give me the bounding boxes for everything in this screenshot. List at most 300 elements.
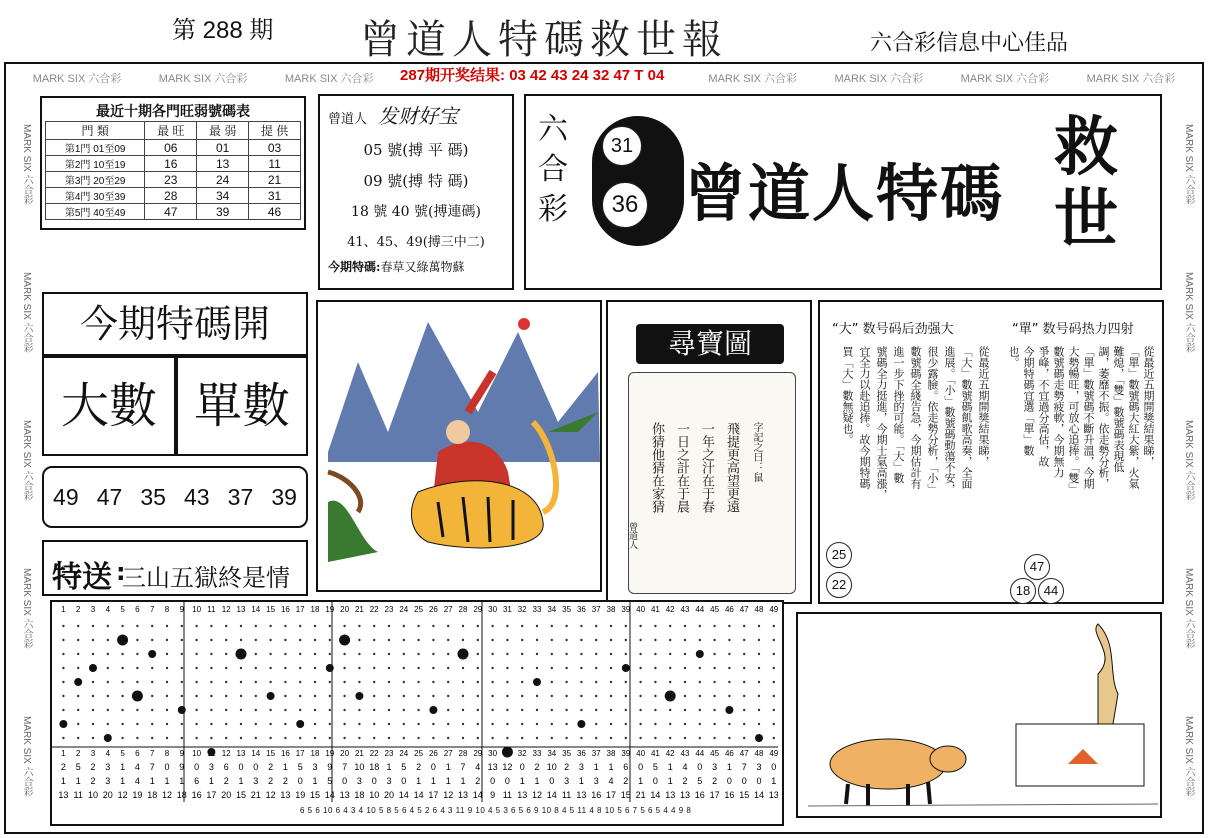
chart-dot	[417, 709, 419, 711]
chart-dot	[654, 695, 656, 697]
chart-bottom-value: 16	[694, 790, 705, 800]
chart-dot	[773, 737, 775, 739]
chart-bottom-value: 20	[102, 790, 113, 800]
chart-dot	[536, 737, 538, 739]
chart-dot	[373, 667, 375, 669]
chart-column-number: 30	[488, 749, 498, 758]
chart-dot	[447, 723, 449, 725]
chart-dot	[580, 653, 582, 655]
chart-dot	[654, 723, 656, 725]
chart-column-number: 16	[280, 749, 290, 758]
chart-dot	[699, 625, 701, 627]
chart-dot	[151, 695, 153, 697]
hot-weak-table-panel	[40, 96, 306, 230]
chart-dot	[284, 653, 286, 655]
chart-column-number: 6	[135, 749, 140, 758]
chart-bottom-value: 0	[756, 776, 762, 786]
chart-dot	[136, 723, 138, 725]
chart-dot	[639, 681, 641, 683]
masthead-title: 曾道人特碼救世報	[360, 17, 728, 63]
chart-bottom-value: 1	[608, 762, 614, 772]
chart-dot	[491, 625, 493, 627]
chart-dot	[773, 695, 775, 697]
chart-bottom-value: 2	[475, 776, 481, 786]
chart-dot	[121, 653, 123, 655]
chart-dot	[432, 639, 434, 641]
chart-dot	[210, 709, 212, 711]
chart-dot	[403, 709, 405, 711]
chart-dot	[329, 709, 331, 711]
chart-dot	[432, 723, 434, 725]
chart-dot	[358, 639, 360, 641]
chart-dot	[580, 639, 582, 641]
chart-dot	[373, 625, 375, 627]
chart-mark	[148, 650, 156, 658]
chart-dot	[195, 709, 197, 711]
chart-dot	[669, 723, 671, 725]
chart-dot	[743, 709, 745, 711]
chart-bottom-value: 20	[221, 790, 232, 800]
publisher-label: 六合彩信息中心佳品	[870, 31, 1069, 56]
chart-dot	[299, 737, 301, 739]
chart-dot	[580, 625, 582, 627]
chart-bottom-value: 14	[472, 790, 483, 800]
chart-column-number: 36	[576, 749, 586, 758]
special-panel: 特送 : 三山五獄終是情	[42, 540, 308, 596]
hot-weak-table	[45, 121, 301, 220]
chart-bottom-value: 1	[430, 776, 436, 786]
chart-bottom-value: 3	[756, 762, 762, 772]
chart-dot	[551, 737, 553, 739]
chart-dot	[580, 681, 582, 683]
chart-dot	[506, 625, 508, 627]
chart-dot	[62, 625, 64, 627]
chart-column-number: 20	[340, 605, 350, 614]
chart-dot	[610, 639, 612, 641]
chart-dot	[773, 667, 775, 669]
chart-column-number: 14	[251, 605, 261, 614]
chart-dot	[713, 709, 715, 711]
chart-dot	[388, 625, 390, 627]
chart-column-number: 18	[310, 749, 320, 758]
chart-dot	[728, 723, 730, 725]
chart-column-number: 43	[680, 749, 690, 758]
chart-column-number: 22	[369, 605, 379, 614]
chart-bottom-value: 18	[147, 790, 158, 800]
chart-dot	[684, 709, 686, 711]
chart-bottom-value: 13	[517, 790, 528, 800]
chart-bottom-value: 1	[312, 776, 318, 786]
chart-bottom-value: 1	[445, 762, 451, 772]
chart-dot	[728, 681, 730, 683]
logo-ball: 36	[602, 182, 648, 228]
tips-person: 曾道人	[328, 112, 368, 127]
chart-mark	[178, 706, 186, 714]
chart-dot	[388, 653, 390, 655]
chart-dot	[284, 695, 286, 697]
chart-dot	[225, 653, 227, 655]
special-text: 三山五獄終是情	[122, 564, 290, 592]
chart-dot	[77, 653, 79, 655]
chart-dot	[62, 653, 64, 655]
chart-dot	[121, 625, 123, 627]
analysis-panel	[818, 300, 1164, 604]
chart-column-number: 17	[295, 605, 305, 614]
chart-mark	[458, 649, 469, 660]
chart-dot	[625, 639, 627, 641]
chart-dot	[358, 723, 360, 725]
logo-title: 曾道人特碼	[684, 157, 1005, 230]
chart-bottom-value: 13	[665, 790, 676, 800]
chart-bottom-value: 1	[593, 762, 599, 772]
chart-dot	[403, 667, 405, 669]
chart-dot	[551, 639, 553, 641]
chart-dot	[728, 737, 730, 739]
chart-column-number: 13	[236, 605, 246, 614]
chart-dot	[284, 723, 286, 725]
chart-dot	[195, 681, 197, 683]
tip-line: 09 號(搏 特 碼)	[363, 172, 469, 190]
chart-dot	[195, 737, 197, 739]
chart-dot	[625, 681, 627, 683]
chart-dot	[743, 625, 745, 627]
chart-dot	[773, 625, 775, 627]
chart-dot	[181, 625, 183, 627]
chart-column-number: 15	[266, 749, 276, 758]
chart-dot	[343, 737, 345, 739]
chart-column-number: 18	[310, 605, 320, 614]
chart-bottom-value: 21	[250, 790, 261, 800]
chart-bottom-value: 18	[369, 762, 380, 772]
chart-dot	[521, 695, 523, 697]
chart-bottom-value: 1	[120, 776, 126, 786]
chart-column-number: 26	[428, 749, 438, 758]
logo-panel	[524, 94, 1162, 290]
chart-dot	[551, 681, 553, 683]
chart-column-number: 42	[665, 749, 675, 758]
chart-bottom-value: 1	[179, 776, 185, 786]
chart-column-number: 2	[75, 749, 81, 758]
chart-dot	[166, 695, 168, 697]
chart-dot	[610, 681, 612, 683]
chart-column-number: 35	[562, 605, 572, 614]
chart-bottom-value: 4	[608, 776, 614, 786]
chart-dot	[536, 723, 538, 725]
chart-dot	[343, 681, 345, 683]
chart-dot	[551, 653, 553, 655]
logo-side-text: 六合彩	[538, 112, 568, 227]
chart-bottom-value: 17	[709, 790, 720, 800]
chart-bottom-value: 5	[652, 762, 658, 772]
chart-dot	[743, 737, 745, 739]
chart-bottom-value: 10	[369, 790, 380, 800]
chart-bottom-value: 19	[295, 790, 306, 800]
chart-column-number: 47	[739, 749, 749, 758]
chart-dot	[240, 709, 242, 711]
chart-column-number: 6	[135, 605, 140, 614]
chart-bottom-value: 1	[238, 776, 244, 786]
chart-dot	[595, 737, 597, 739]
tip-line: 41、45、49(搏三中二)	[347, 235, 485, 250]
chart-bottom-value: 0	[771, 762, 777, 772]
chart-dot	[195, 653, 197, 655]
chart-dot	[699, 681, 701, 683]
chart-dot	[521, 639, 523, 641]
chart-dot	[491, 709, 493, 711]
chart-dot	[136, 709, 138, 711]
chart-bottom-value: 0	[549, 776, 555, 786]
chart-dot	[447, 625, 449, 627]
hot-table-title: 最近十期各門旺弱號碼表	[96, 104, 250, 120]
chart-dot	[151, 709, 153, 711]
chart-bottom-value: 15	[309, 790, 321, 800]
chart-dot	[77, 709, 79, 711]
chart-dot	[477, 709, 479, 711]
chart-dot	[447, 709, 449, 711]
chart-bottom-value: 14	[324, 790, 335, 800]
chart-dot	[314, 681, 316, 683]
chart-dot	[225, 681, 227, 683]
chart-mark	[267, 692, 275, 700]
chart-dot	[551, 667, 553, 669]
chart-column-number: 49	[769, 605, 778, 614]
chart-bottom-value: 0	[401, 776, 407, 786]
chart-dot	[181, 681, 183, 683]
chart-dot	[432, 667, 434, 669]
chart-dot	[699, 723, 701, 725]
chart-dot	[684, 723, 686, 725]
chart-bottom-value: 5	[401, 762, 407, 772]
chart-dot	[210, 681, 212, 683]
chart-column-number: 30	[488, 605, 498, 614]
chart-dot	[417, 737, 419, 739]
chart-bottom-value: 2	[623, 776, 629, 786]
chart-dot	[491, 639, 493, 641]
chart-column-number: 49	[769, 749, 778, 758]
chart-mark	[59, 720, 67, 728]
chart-column-number: 3	[90, 605, 96, 614]
chart-dot	[417, 695, 419, 697]
chart-dot	[610, 695, 612, 697]
chart-dot	[610, 653, 612, 655]
open-title-box	[42, 292, 308, 356]
chart-dot	[166, 639, 168, 641]
chart-dot	[166, 625, 168, 627]
chart-column-number: 46	[724, 749, 734, 758]
chart-bottom-value: 0	[342, 776, 348, 786]
chart-dot	[743, 681, 745, 683]
chart-dot	[417, 681, 419, 683]
chart-column-number: 37	[591, 749, 601, 758]
chart-bottom-value: 6	[623, 762, 629, 772]
chart-dot	[773, 653, 775, 655]
chart-column-number: 17	[295, 749, 305, 758]
chart-dot	[565, 667, 567, 669]
chart-dot	[195, 723, 197, 725]
chart-bottom-value: 0	[638, 762, 644, 772]
chart-dot	[758, 723, 760, 725]
chart-bottom-value: 0	[164, 762, 170, 772]
chart-bottom-value: 10	[87, 790, 99, 800]
chart-dot	[299, 653, 301, 655]
chart-dot	[743, 667, 745, 669]
chart-dot	[210, 667, 212, 669]
chart-dot	[388, 667, 390, 669]
chart-dot	[269, 639, 271, 641]
chart-dot	[329, 695, 331, 697]
chart-dot	[343, 723, 345, 725]
treasure-title: 尋寶圖	[636, 324, 784, 364]
chart-dot	[669, 667, 671, 669]
chart-bottom-value: 17	[206, 790, 217, 800]
chart-bottom-value: 0	[297, 776, 303, 786]
chart-dot	[432, 681, 434, 683]
chart-bottom-value: 1	[386, 762, 392, 772]
chart-dot	[684, 667, 686, 669]
chart-dot	[758, 653, 760, 655]
chart-dot	[477, 737, 479, 739]
chart-dot	[417, 625, 419, 627]
chart-dot	[639, 695, 641, 697]
chart-bottom-value: 14	[546, 790, 557, 800]
watermark: MARK SIX 六合彩	[284, 73, 374, 85]
chart-dot	[551, 625, 553, 627]
chart-column-number: 39	[621, 749, 631, 758]
chart-dot	[684, 695, 686, 697]
chart-bottom-value: 4	[134, 776, 140, 786]
chart-dot	[639, 639, 641, 641]
chart-bottom-value: 3	[578, 762, 584, 772]
chart-column-number: 2	[75, 605, 81, 614]
chart-bottom-value: 3	[105, 762, 111, 772]
chart-dot	[343, 667, 345, 669]
chart-column-number: 33	[532, 605, 542, 614]
chart-column-number: 25	[414, 749, 424, 758]
chart-dot	[684, 639, 686, 641]
chart-column-number: 20	[340, 749, 350, 758]
chart-column-number: 14	[251, 749, 261, 758]
chart-dot	[255, 639, 257, 641]
chart-bottom-value: 0	[430, 762, 436, 772]
chart-dot	[255, 625, 257, 627]
chart-mark	[236, 649, 247, 660]
chart-dot	[491, 723, 493, 725]
chart-column-number: 22	[369, 749, 379, 758]
chart-mark	[725, 706, 733, 714]
chart-column-number: 28	[458, 749, 468, 758]
chart-dot	[151, 625, 153, 627]
chart-dot	[462, 667, 464, 669]
chart-dot	[314, 723, 316, 725]
chart-column-number: 33	[532, 749, 542, 758]
chart-dot	[343, 695, 345, 697]
chart-column-number: 11	[207, 605, 216, 614]
chart-dot	[92, 695, 94, 697]
chart-dot	[699, 667, 701, 669]
chart-dot	[403, 681, 405, 683]
chart-dot	[181, 653, 183, 655]
chart-dot	[240, 639, 242, 641]
chart-column-number: 4	[105, 749, 111, 758]
chart-dot	[388, 723, 390, 725]
chart-mark	[326, 664, 334, 672]
chart-dot	[388, 639, 390, 641]
draw-result: 287期开奖结果: 03 42 43 24 32 47 T 04	[400, 67, 665, 84]
chart-bottom-value: 3	[593, 776, 599, 786]
chart-dot	[462, 709, 464, 711]
chart-column-number: 27	[443, 605, 453, 614]
watermark: MARK SIX 六合彩	[708, 73, 798, 85]
chart-dot	[151, 737, 153, 739]
chart-bottom-value: 17	[428, 790, 439, 800]
chart-dot	[536, 695, 538, 697]
left-watermark: MARK SIX 六合彩 MARK SIX 六合彩 MARK SIX 六合彩 MARK SIX 六合彩 MARK SIX 六合彩	[21, 123, 32, 797]
chart-dot	[329, 681, 331, 683]
chart-bottom-value: 10	[546, 762, 557, 772]
treasure-line: 一年之汁在于春	[699, 422, 714, 513]
chart-dot	[477, 695, 479, 697]
chart-bottom-value: 2	[60, 762, 66, 772]
chart-column-number: 24	[399, 605, 409, 614]
chart-dot	[195, 625, 197, 627]
chart-column-number: 36	[576, 605, 586, 614]
table-row: 第5門 40至49 47 39 46	[46, 204, 301, 220]
chart-dot	[506, 681, 508, 683]
chart-dot	[255, 667, 257, 669]
watermark: MARK SIX 六合彩	[158, 73, 248, 85]
chart-dot	[373, 723, 375, 725]
chart-mark	[89, 664, 97, 672]
chart-bottom-value: 15	[620, 790, 631, 800]
chart-dot	[240, 723, 242, 725]
chart-dot	[210, 737, 212, 739]
chart-bottom-value: 13	[280, 790, 291, 800]
chart-dot	[195, 667, 197, 669]
chart-dot	[432, 737, 434, 739]
chart-bottom-value: 16	[191, 790, 202, 800]
table-row: 第4門 30至39 28 34 31	[46, 188, 301, 204]
number: 37	[227, 483, 254, 510]
chart-bottom-value: 2	[712, 776, 718, 786]
chart-dot	[358, 681, 360, 683]
chart-dot	[758, 625, 760, 627]
chart-dot	[536, 639, 538, 641]
chart-dot	[329, 639, 331, 641]
chart-mark	[355, 692, 363, 700]
chart-mark	[533, 678, 541, 686]
chart-dot	[210, 653, 212, 655]
chart-dot	[388, 681, 390, 683]
chart-bottom-value: 0	[504, 776, 510, 786]
chart-dot	[284, 639, 286, 641]
chart-bottom-value: 13	[576, 790, 587, 800]
chart-dot	[240, 695, 242, 697]
chart-dot	[240, 681, 242, 683]
chart-mark	[104, 734, 112, 742]
chart-column-number: 24	[399, 749, 409, 758]
chart-bottom-value: 2	[564, 762, 570, 772]
chart-dot	[506, 737, 508, 739]
chart-dot	[595, 625, 597, 627]
chart-dot	[121, 737, 123, 739]
chart-dot	[506, 709, 508, 711]
chart-column-number: 31	[502, 605, 512, 614]
chart-mark	[755, 734, 763, 742]
number: 35	[140, 483, 166, 510]
tips-panel	[318, 94, 514, 290]
chart-dot	[210, 695, 212, 697]
chart-dot	[329, 653, 331, 655]
